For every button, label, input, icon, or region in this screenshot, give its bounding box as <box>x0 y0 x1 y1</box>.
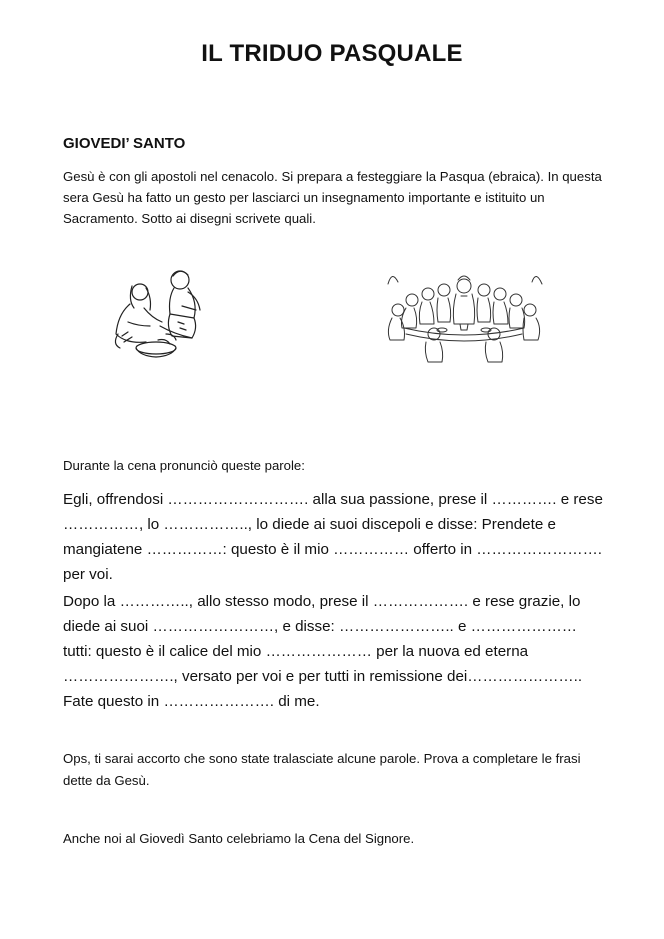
instruction-note: Ops, ti sarai accorto che sono state tralasciate alcune parole. Prova a completare le frasi dette da Gesù. <box>63 751 581 788</box>
section-heading: GIOVEDI’ SANTO <box>63 135 186 152</box>
page-title: IL TRIDUO PASQUALE <box>201 40 463 67</box>
fill-in-paragraph-bread: Egli, offrendosi ………………………. alla sua passione, prese il …………. e rese ……………, lo …………….., lo diede ai suoi discepoli e disse: Prendete e mangiatene ……………: questo è il mio …………… offerto in ……………………. per voi. <box>63 491 603 583</box>
supper-words-label: Durante la cena pronunciò queste parole: <box>63 458 305 473</box>
closing-note: Anche noi al Giovedì Santo celebriamo la Cena del Signore. <box>63 831 415 846</box>
washing-feet-illustration <box>100 262 215 362</box>
intro-paragraph: Gesù è con gli apostoli nel cenacolo. Si prepara a festeggiare la Pasqua (ebraica). In questa sera Gesù ha fatto un gesto per lasciarci un insegnamento importante e istituito un Sacramento. Sotto ai disegni scrivete quali. <box>63 169 602 226</box>
fill-in-paragraph-cup: Dopo la ………….., allo stesso modo, prese il ………………. e rese grazie, lo diede ai suoi ……………………, e disse: ………………….. e ………………… tutti: questo è il calice del mio ………………… per la nuova ed eterna …………………., versato per voi e per tutti in remissione dei………………….. Fate questo in …………………. di me. <box>63 593 583 710</box>
last-supper-illustration <box>382 264 546 366</box>
